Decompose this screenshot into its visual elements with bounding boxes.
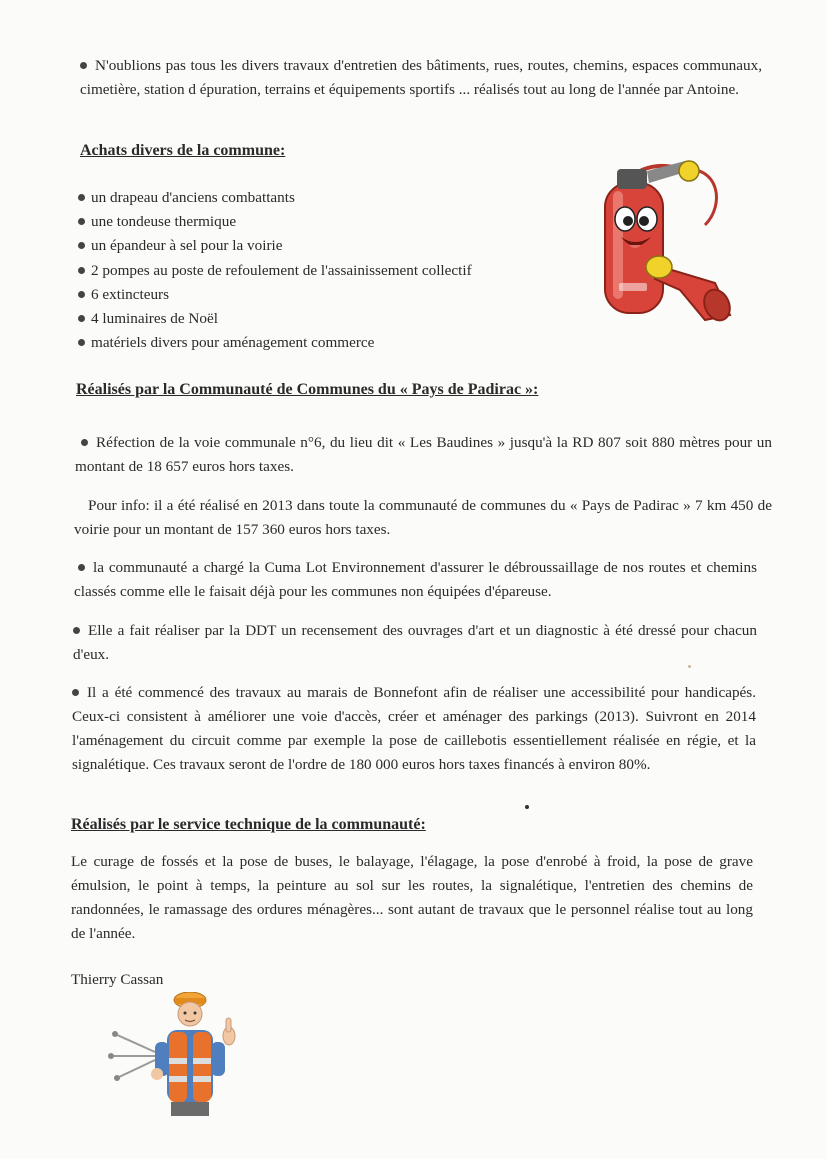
list-item: une tondeuse thermique: [78, 210, 472, 234]
service-heading: Réalisés par le service technique de la communauté:: [71, 816, 426, 833]
bullet: [78, 242, 85, 249]
stray-dot: [525, 805, 529, 809]
achats-heading: Achats divers de la commune:: [80, 142, 286, 159]
bullet: [78, 194, 85, 201]
bullet: [73, 627, 80, 634]
construction-worker-illustration: [105, 992, 250, 1122]
list-item: 6 extincteurs: [78, 283, 472, 307]
achats-list: [78, 186, 472, 355]
communaute-paragraph-4: Elle a fait réaliser par la DDT un recensement des ouvrages d'art et un diagnostic à été dressé pour chacun d'eux.: [73, 622, 757, 663]
communaute-paragraph-3: la communauté a chargé la Cuma Lot Environnement d'assurer le débroussaillage de nos routes et chemins classés comme elle le faisait déjà pour les communes non équipées d'épareuse.: [74, 559, 757, 600]
communaute-heading: Réalisés par la Communauté de Communes du « Pays de Padirac »:: [76, 381, 539, 398]
communaute-paragraph-2: Pour info: il a été réalisé en 2013 dans toute la communauté de communes du « Pays de Padirac » 7 km 450 de voirie pour un montant de 157 360 euros hors taxes.: [74, 497, 772, 538]
service-paragraph: Le curage de fossés et la pose de buses, le balayage, l'élagage, la pose d'enrobé à froid, la pose de grave émulsion, le point à temps, la peinture au sol sur les routes, la signalétique, l'entretien des chemins de randonnées, le ramassage des ordures ménagères... sont autant de travaux que le personnel réalise tout au long de l'année.: [71, 853, 753, 942]
list-item: un drapeau d'anciens combattants: [78, 186, 472, 210]
signature: Thierry Cassan: [71, 971, 164, 988]
bullet: [81, 439, 88, 446]
paper-speck: [688, 665, 691, 668]
list-item: 2 pompes au poste de refoulement de l'assainissement collectif: [78, 259, 472, 283]
communaute-paragraph-5: Il a été commencé des travaux au marais de Bonnefont afin de réaliser une accessibilité pour handicapés. Ceux-ci consistent à améliorer une voie d'accès, créer et aménager des parkings (2013). Suivront en 2014 l'aménagement du circuit comme par exemple la pose de caillebotis essentiellement réalisée en régie, et la signalétique. Ces travaux seront de l'ordre de 180 000 euros hors taxes financés à environ 80%.: [72, 684, 756, 773]
bullet: [78, 564, 85, 571]
bullet: [78, 315, 85, 322]
bullet: [78, 218, 85, 225]
list-item: un épandeur à sel pour la voirie: [78, 234, 472, 258]
fire-extinguisher-illustration: [585, 155, 735, 330]
list-item: 4 luminaires de Noël: [78, 307, 472, 331]
bullet: [78, 267, 85, 274]
list-item: matériels divers pour aménagement commerce: [78, 331, 472, 355]
bullet: [78, 291, 85, 298]
bullet: [80, 62, 87, 69]
intro-paragraph: N'oublions pas tous les divers travaux d'entretien des bâtiments, rues, routes, chemins, espaces communaux, cimetière, station d épuration, terrains et équipements sportifs ... réalisés tout au long de l'année par Antoine.: [80, 57, 762, 98]
bullet: [72, 689, 79, 696]
bullet: [78, 339, 85, 346]
communaute-paragraph-1: Réfection de la voie communale n°6, du lieu dit « Les Baudines » jusqu'à la RD 807 soit 880 mètres pour un montant de 18 657 euros hors taxes.: [75, 434, 772, 475]
